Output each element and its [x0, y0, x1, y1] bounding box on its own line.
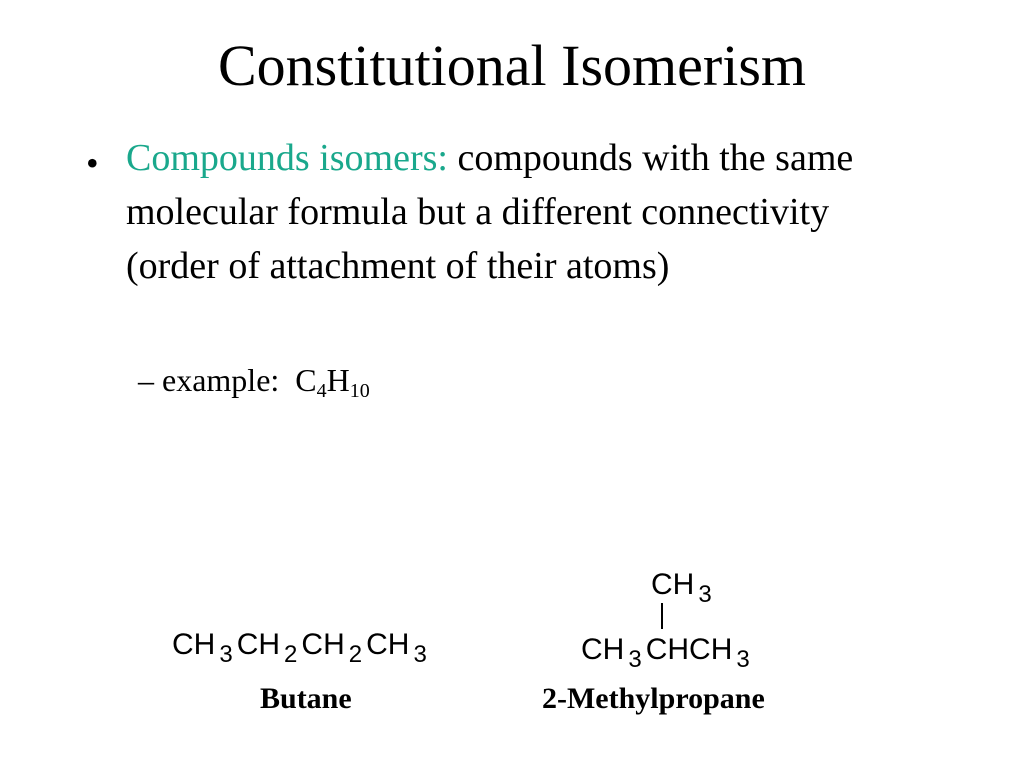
butane-sub-2: 2: [284, 641, 298, 668]
methylpropane-sub-2: 3: [736, 646, 750, 673]
bullet-term: Compounds isomers:: [126, 137, 448, 179]
butane-group-4: CH: [366, 628, 410, 661]
bullet-definition: compounds with the same molecular formula but a different connectivity (order of attachment of their atoms): [126, 137, 854, 287]
methylpropane-branch: [651, 567, 716, 608]
methylpropane-main-chain: [581, 632, 754, 673]
formula-h: H: [326, 362, 350, 398]
butane-group-3: CH: [301, 628, 345, 661]
butane-formula: [172, 627, 431, 668]
methylpropane-name: 2-Methylpropane: [542, 682, 765, 715]
methylpropane-group-2: CHCH: [645, 633, 733, 666]
butane-group-2: CH: [236, 628, 281, 661]
formula-h-count: 10: [349, 380, 370, 402]
example-prefix: – example:: [138, 362, 296, 398]
methylpropane-group-1: CH: [581, 633, 625, 666]
bullet-marker: •: [86, 143, 99, 183]
methylpropane-sub-1: 3: [628, 646, 642, 673]
methylpropane-branch-group: CH: [651, 568, 695, 601]
formula-c: C: [295, 362, 317, 398]
methylpropane-branch-sub: 3: [698, 581, 712, 608]
butane-sub-1: 3: [219, 641, 233, 668]
definition-bullet: [126, 131, 926, 293]
example-sub-bullet: [138, 358, 370, 402]
butane-group-1: CH: [172, 628, 216, 661]
slide-title: Constitutional Isomerism: [217, 33, 807, 98]
methyl-bond-line: [661, 603, 663, 629]
butane-name: Butane: [260, 682, 352, 715]
butane-sub-3: 2: [348, 641, 363, 668]
butane-sub-4: 3: [413, 641, 427, 668]
formula-c-count: 4: [316, 380, 327, 402]
